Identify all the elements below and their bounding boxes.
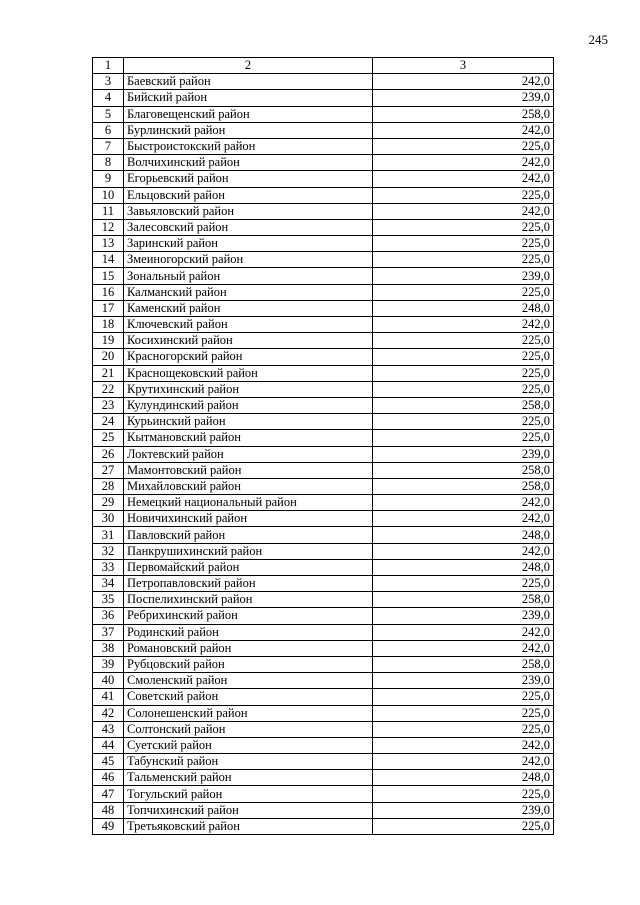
row-number-cell: 41 (93, 689, 124, 705)
district-name-cell: Тогульский район (124, 786, 373, 802)
value-cell: 225,0 (373, 252, 554, 268)
table-row (93, 462, 554, 478)
district-name-cell: Смоленский район (124, 673, 373, 689)
table-row (93, 608, 554, 624)
district-name-cell: Первомайский район (124, 559, 373, 575)
value-cell: 225,0 (373, 333, 554, 349)
table-row (93, 138, 554, 154)
row-number-cell: 3 (93, 74, 124, 90)
district-name-cell: Родинский район (124, 624, 373, 640)
row-number-cell: 12 (93, 219, 124, 235)
header-cell-1: 1 (93, 58, 124, 74)
value-cell: 248,0 (373, 527, 554, 543)
row-number-cell: 8 (93, 155, 124, 171)
table-row (93, 818, 554, 834)
district-name-cell: Волчихинский район (124, 155, 373, 171)
district-name-cell: Бурлинский район (124, 122, 373, 138)
district-name-cell: Немецкий национальный район (124, 495, 373, 511)
value-cell: 225,0 (373, 365, 554, 381)
row-number-cell: 4 (93, 90, 124, 106)
table-row (93, 802, 554, 818)
district-name-cell: Суетский район (124, 737, 373, 753)
district-name-cell: Зональный район (124, 268, 373, 284)
district-name-cell: Ребрихинский район (124, 608, 373, 624)
value-cell: 242,0 (373, 74, 554, 90)
table-row (93, 624, 554, 640)
value-cell: 258,0 (373, 592, 554, 608)
district-name-cell: Змеиногорский район (124, 252, 373, 268)
row-number-cell: 28 (93, 478, 124, 494)
value-cell: 248,0 (373, 559, 554, 575)
row-number-cell: 30 (93, 511, 124, 527)
district-name-cell: Новичихинский район (124, 511, 373, 527)
value-cell: 248,0 (373, 300, 554, 316)
value-cell: 225,0 (373, 818, 554, 834)
row-number-cell: 36 (93, 608, 124, 624)
table-row (93, 397, 554, 413)
district-name-cell: Крутихинский район (124, 381, 373, 397)
value-cell: 242,0 (373, 495, 554, 511)
district-name-cell: Тальменский район (124, 770, 373, 786)
district-name-cell: Советский район (124, 689, 373, 705)
row-number-cell: 49 (93, 818, 124, 834)
district-name-cell: Панкрушихинский район (124, 543, 373, 559)
table-row (93, 203, 554, 219)
value-cell: 258,0 (373, 656, 554, 672)
district-name-cell: Заринский район (124, 236, 373, 252)
row-number-cell: 18 (93, 317, 124, 333)
value-cell: 258,0 (373, 478, 554, 494)
row-number-cell: 25 (93, 430, 124, 446)
row-number-cell: 7 (93, 138, 124, 154)
value-cell: 258,0 (373, 397, 554, 413)
value-cell: 248,0 (373, 770, 554, 786)
district-name-cell: Ельцовский район (124, 187, 373, 203)
value-cell: 242,0 (373, 754, 554, 770)
value-cell: 258,0 (373, 462, 554, 478)
value-cell: 239,0 (373, 608, 554, 624)
value-cell: 225,0 (373, 219, 554, 235)
table-row (93, 656, 554, 672)
district-name-cell: Мамонтовский район (124, 462, 373, 478)
district-name-cell: Солтонский район (124, 721, 373, 737)
value-cell: 242,0 (373, 171, 554, 187)
value-cell: 225,0 (373, 430, 554, 446)
table-row (93, 317, 554, 333)
row-number-cell: 24 (93, 414, 124, 430)
table-row (93, 478, 554, 494)
value-cell: 239,0 (373, 802, 554, 818)
value-cell: 225,0 (373, 381, 554, 397)
page-number: 245 (588, 32, 608, 47)
table-row (93, 300, 554, 316)
district-name-cell: Третьяковский район (124, 818, 373, 834)
value-cell: 242,0 (373, 640, 554, 656)
table-body (93, 58, 554, 835)
value-cell: 239,0 (373, 268, 554, 284)
table-row (93, 74, 554, 90)
table-row (93, 705, 554, 721)
row-number-cell: 33 (93, 559, 124, 575)
row-number-cell: 13 (93, 236, 124, 252)
table-row (93, 106, 554, 122)
row-number-cell: 29 (93, 495, 124, 511)
row-number-cell: 47 (93, 786, 124, 802)
value-cell: 225,0 (373, 721, 554, 737)
district-name-cell: Благовещенский район (124, 106, 373, 122)
table-row (93, 640, 554, 656)
district-name-cell: Рубцовский район (124, 656, 373, 672)
table-row (93, 559, 554, 575)
table-row (93, 365, 554, 381)
table-row (93, 673, 554, 689)
district-name-cell: Кулундинский район (124, 397, 373, 413)
row-number-cell: 39 (93, 656, 124, 672)
row-number-cell: 23 (93, 397, 124, 413)
value-cell: 225,0 (373, 705, 554, 721)
value-cell: 242,0 (373, 511, 554, 527)
value-cell: 225,0 (373, 576, 554, 592)
table-row (93, 349, 554, 365)
row-number-cell: 21 (93, 365, 124, 381)
row-number-cell: 22 (93, 381, 124, 397)
row-number-cell: 46 (93, 770, 124, 786)
district-name-cell: Каменский район (124, 300, 373, 316)
value-cell: 242,0 (373, 543, 554, 559)
district-name-cell: Залесовский район (124, 219, 373, 235)
row-number-cell: 45 (93, 754, 124, 770)
district-name-cell: Кытмановский район (124, 430, 373, 446)
row-number-cell: 26 (93, 446, 124, 462)
district-name-cell: Поспелихинский район (124, 592, 373, 608)
value-cell: 258,0 (373, 106, 554, 122)
row-number-cell: 11 (93, 203, 124, 219)
value-cell: 242,0 (373, 737, 554, 753)
table-row (93, 689, 554, 705)
district-name-cell: Топчихинский район (124, 802, 373, 818)
district-name-cell: Табунский район (124, 754, 373, 770)
table-row (93, 495, 554, 511)
row-number-cell: 17 (93, 300, 124, 316)
district-name-cell: Красногорский район (124, 349, 373, 365)
table-row (93, 527, 554, 543)
row-number-cell: 35 (93, 592, 124, 608)
district-name-cell: Петропавловский район (124, 576, 373, 592)
value-cell: 239,0 (373, 446, 554, 462)
table-row (93, 446, 554, 462)
value-cell: 239,0 (373, 90, 554, 106)
district-name-cell: Косихинский район (124, 333, 373, 349)
table-row (93, 543, 554, 559)
district-name-cell: Краснощековский район (124, 365, 373, 381)
header-cell-3: 3 (373, 58, 554, 74)
value-cell: 225,0 (373, 349, 554, 365)
row-number-cell: 32 (93, 543, 124, 559)
table-row (93, 511, 554, 527)
value-cell: 225,0 (373, 236, 554, 252)
value-cell: 242,0 (373, 122, 554, 138)
row-number-cell: 10 (93, 187, 124, 203)
value-cell: 225,0 (373, 138, 554, 154)
table-row (93, 236, 554, 252)
table-row (93, 770, 554, 786)
table-row (93, 171, 554, 187)
district-name-cell: Павловский район (124, 527, 373, 543)
value-cell: 242,0 (373, 203, 554, 219)
table-row (93, 122, 554, 138)
district-name-cell: Солонешенский район (124, 705, 373, 721)
row-number-cell: 9 (93, 171, 124, 187)
row-number-cell: 15 (93, 268, 124, 284)
value-cell: 225,0 (373, 786, 554, 802)
district-name-cell: Быстроистокский район (124, 138, 373, 154)
district-name-cell: Курьинский район (124, 414, 373, 430)
row-number-cell: 14 (93, 252, 124, 268)
district-name-cell: Завьяловский район (124, 203, 373, 219)
value-cell: 225,0 (373, 284, 554, 300)
table-row (93, 90, 554, 106)
table-row (93, 430, 554, 446)
table-row (93, 381, 554, 397)
districts-table (92, 57, 554, 835)
district-name-cell: Романовский район (124, 640, 373, 656)
value-cell: 225,0 (373, 414, 554, 430)
header-cell-2: 2 (124, 58, 373, 74)
table-row (93, 737, 554, 753)
table-row (93, 414, 554, 430)
table-row (93, 786, 554, 802)
row-number-cell: 48 (93, 802, 124, 818)
district-name-cell: Локтевский район (124, 446, 373, 462)
table-row (93, 187, 554, 203)
district-name-cell: Баевский район (124, 74, 373, 90)
district-name-cell: Бийский район (124, 90, 373, 106)
row-number-cell: 6 (93, 122, 124, 138)
table-row (93, 219, 554, 235)
row-number-cell: 5 (93, 106, 124, 122)
district-name-cell: Калманский район (124, 284, 373, 300)
row-number-cell: 27 (93, 462, 124, 478)
table-row (93, 333, 554, 349)
district-name-cell: Михайловский район (124, 478, 373, 494)
district-name-cell: Егорьевский район (124, 171, 373, 187)
table-row (93, 284, 554, 300)
row-number-cell: 19 (93, 333, 124, 349)
row-number-cell: 37 (93, 624, 124, 640)
row-number-cell: 20 (93, 349, 124, 365)
row-number-cell: 42 (93, 705, 124, 721)
row-number-cell: 40 (93, 673, 124, 689)
value-cell: 242,0 (373, 155, 554, 171)
row-number-cell: 43 (93, 721, 124, 737)
row-number-cell: 44 (93, 737, 124, 753)
table-row (93, 576, 554, 592)
table-row (93, 592, 554, 608)
value-cell: 242,0 (373, 624, 554, 640)
value-cell: 225,0 (373, 187, 554, 203)
table-row (93, 754, 554, 770)
table-row (93, 252, 554, 268)
table-row (93, 155, 554, 171)
row-number-cell: 31 (93, 527, 124, 543)
value-cell: 225,0 (373, 689, 554, 705)
table-row (93, 268, 554, 284)
district-name-cell: Ключевский район (124, 317, 373, 333)
table-header-row (93, 58, 554, 74)
row-number-cell: 38 (93, 640, 124, 656)
table-row (93, 721, 554, 737)
value-cell: 239,0 (373, 673, 554, 689)
row-number-cell: 34 (93, 576, 124, 592)
value-cell: 242,0 (373, 317, 554, 333)
row-number-cell: 16 (93, 284, 124, 300)
